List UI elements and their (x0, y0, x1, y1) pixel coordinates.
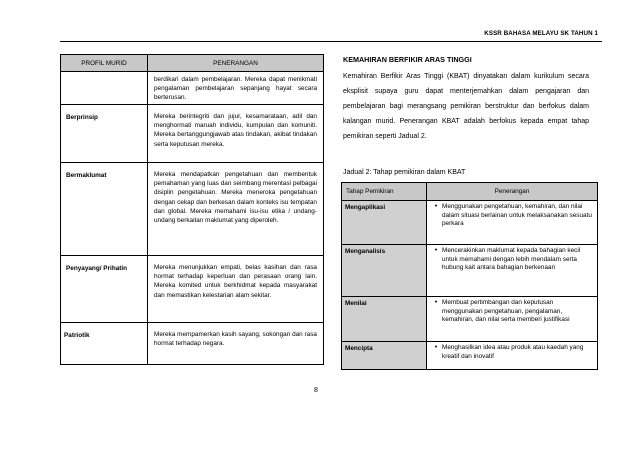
table-row (61, 72, 324, 105)
table-row (342, 342, 598, 370)
level-description: Menggunakan pengetahuan, kemahiran, dan nilai dalam situasi berlainan untuk melaksanakan sesuatu perkara (442, 203, 592, 228)
bullet-icon: • (434, 344, 438, 351)
col-header-penerangan: Penerangan (427, 183, 598, 201)
row-label (61, 72, 148, 105)
header-rule (60, 41, 602, 42)
table-row (342, 201, 598, 245)
level-description: Membuat pertimbangan dan keputusan menggunakan pengetahuan, pengalaman, kemahiran, dan nilai serta memberi justifikasi (442, 299, 570, 324)
col-header-penerangan: PENERANGAN (148, 55, 324, 72)
row-label: Penyayang/ Prihatin (61, 256, 148, 323)
kbat-table (341, 182, 598, 370)
section-title: KEMAHIRAN BERFIKIR ARAS TINGGI (343, 55, 472, 64)
row-label: Bermaklumat (61, 163, 148, 256)
section-paragraph: Kemahiran Berfikir Aras Tinggi (KBAT) dinyatakan dalam kurikulum secara eksplisit supaya guru dapat menterjemahkan dalam pengajaran dan pembelajaran bagi merangsang pemikiran berstruktur dan berfokus dalam kalangan murid. Penerangan KBAT adalah berfokus kepada empat tahap pemikiran seperti Jadual 2. (343, 73, 589, 140)
bullet-icon: • (434, 299, 438, 306)
row-text: Mereka mendapatkan pengetahuan dan membentuk pemahaman yang luas dan seimbang merentasi pelbagai disiplin pengetahuan. Mereka meneroka pengetahuan dengan cekap dan berkesan dalam konteks isu tempatan dan global. Mereka memahami isu-isu etika / undang-undang berkaitan maklumat yang diperoleh. (148, 163, 324, 256)
table-row (61, 105, 324, 163)
level-label: Mencipta (342, 342, 427, 370)
table-row (61, 256, 324, 323)
level-label: Mengaplikasi (342, 201, 427, 245)
row-text: Mereka berintegriti dan jujur, kesamarataan, adil dan menghormati maruah individu, kumpulan dan komuniti. Mereka bertanggungjawab atas tindakan, akibat tindakan serta keputusan mereka. (148, 105, 324, 163)
document-header: KSSR BAHASA MELAYU SK TAHUN 1 (484, 30, 598, 37)
level-description: Menghasilkan idea atau produk atau kaedah yang kreatif dan inovatif (442, 344, 584, 360)
row-label: Patriotik (61, 323, 148, 365)
table-row (342, 245, 598, 297)
table-row (342, 297, 598, 342)
profil-murid-table (60, 54, 324, 365)
row-label: Berprinsip (61, 105, 148, 163)
table-caption: Jadual 2: Tahap pemikiran dalam KBAT (343, 169, 466, 176)
col-header-profil: PROFIL MURID (61, 55, 148, 72)
bullet-icon: • (434, 203, 438, 210)
row-text: berdikari dalam pembelajaran. Mereka dapat menikmati pengalaman pembelajaran sepanjang hayat secara berterusan. (148, 72, 324, 105)
row-text: Mereka mempamerkan kasih sayang, sokongan dan rasa hormat terhadap negara. (148, 323, 324, 365)
level-description: Mencerakinkan maklumat kepada bahagian kecil untuk memahami dengan lebih mendalam serta hubung kait antara bahagian berkenaan (442, 247, 581, 272)
table-row (61, 323, 324, 365)
col-header-tahap: Tahap Pemikiran (342, 183, 427, 201)
level-label: Menganalisis (342, 245, 427, 297)
row-text: Mereka menunjukkan empati, belas kasihan dan rasa hormat terhadap keperluan dan perasaan orang lain. Mereka komited untuk berkhidmat kepada masyarakat dan memastikan kelestarian alam sekitar. (148, 256, 324, 323)
bullet-icon: • (434, 247, 438, 254)
table-row (61, 163, 324, 256)
level-label: Menilai (342, 297, 427, 342)
page-number: 8 (314, 387, 318, 394)
